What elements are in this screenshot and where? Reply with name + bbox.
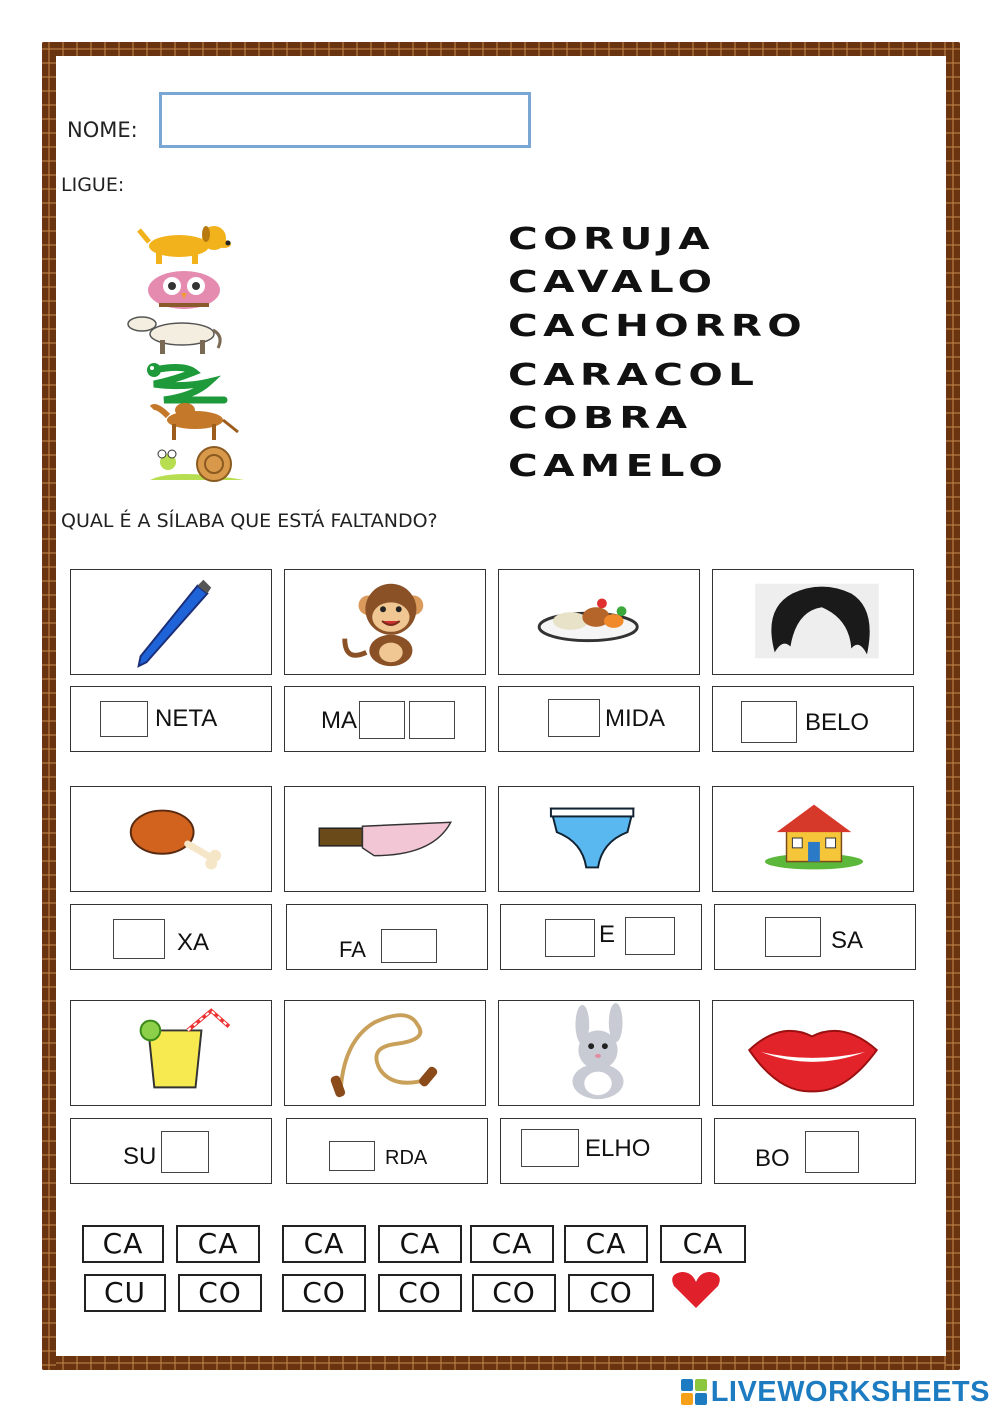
syllable-blank-input[interactable] <box>113 919 165 959</box>
syllable-text: RDA <box>385 1147 428 1169</box>
syllable-item <box>500 1118 702 1184</box>
knife-icon <box>285 787 485 891</box>
lips-icon <box>713 1001 913 1105</box>
syllable-blank-input[interactable] <box>741 701 797 743</box>
syllable-text: SA <box>831 927 864 954</box>
syllable-blank-input[interactable] <box>805 1131 859 1173</box>
picture-box <box>284 569 486 675</box>
syllable-item <box>284 686 486 752</box>
liveworksheets-logo-icon <box>681 1379 707 1405</box>
syllable-blank-input[interactable] <box>100 701 148 737</box>
syllable-tile[interactable]: CA <box>282 1225 366 1263</box>
syllable-item <box>712 686 914 752</box>
picture-box <box>498 786 700 892</box>
syllable-text: MIDA <box>605 705 665 732</box>
syllable-item <box>500 904 702 970</box>
syllable-tile[interactable]: CO <box>378 1274 462 1312</box>
brand-name: LIVEWORKSHEETS <box>710 1375 990 1408</box>
underwear-icon <box>499 787 699 891</box>
picture-box <box>70 1000 272 1106</box>
syllable-item <box>286 1118 488 1184</box>
page-border-left <box>42 42 56 1370</box>
syllable-tile[interactable]: CO <box>472 1274 556 1312</box>
word-item[interactable]: CARACOL <box>508 358 760 393</box>
syllable-text: NETA <box>155 705 218 732</box>
syllable-item <box>70 1118 272 1184</box>
syllable-item <box>714 1118 916 1184</box>
syllable-tile[interactable]: CA <box>470 1225 554 1263</box>
horse-icon <box>120 312 230 356</box>
syllable-tile[interactable]: CA <box>82 1225 164 1263</box>
word-item[interactable]: CACHORRO <box>508 309 808 344</box>
syllable-tile[interactable]: CA <box>564 1225 648 1263</box>
syllable-blank-input[interactable] <box>521 1129 579 1167</box>
picture-box <box>284 786 486 892</box>
syllable-tile[interactable]: CA <box>176 1225 260 1263</box>
syllable-text: SU <box>123 1143 157 1170</box>
syllable-item <box>70 904 272 970</box>
syllable-text: FA <box>339 937 366 962</box>
picture-box <box>498 1000 700 1106</box>
chicken-leg-icon <box>71 787 271 891</box>
syllable-tile[interactable]: CA <box>378 1225 462 1263</box>
syllable-blank-input[interactable] <box>548 699 600 737</box>
picture-box <box>712 1000 914 1106</box>
syllable-blank-input[interactable] <box>359 701 405 739</box>
syllable-text: XA <box>177 929 210 956</box>
syllable-tile[interactable]: CO <box>282 1274 366 1312</box>
picture-box <box>712 786 914 892</box>
picture-box <box>70 569 272 675</box>
juice-icon <box>71 1001 271 1105</box>
word-item[interactable]: CAVALO <box>508 265 718 300</box>
syllable-text: BO <box>755 1145 790 1172</box>
rope-icon <box>285 1001 485 1105</box>
ligue-label: LIGUE: <box>61 174 125 196</box>
syllable-text: ELHO <box>585 1135 651 1162</box>
syllable-text: BELO <box>805 709 870 736</box>
page-border-bottom <box>42 1356 960 1370</box>
name-label: NOME: <box>67 118 138 142</box>
syllable-blank-input[interactable] <box>625 917 675 955</box>
syllable-blank-input[interactable] <box>161 1131 209 1173</box>
picture-box <box>498 569 700 675</box>
syllable-item <box>498 686 700 752</box>
owl-icon <box>134 266 244 310</box>
heart-icon <box>670 1270 722 1310</box>
syllable-question: QUAL É A SÍLABA QUE ESTÁ FALTANDO? <box>61 510 438 532</box>
syllable-tile[interactable]: CA <box>660 1225 746 1263</box>
page-border-top <box>42 42 960 56</box>
word-item[interactable]: COBRA <box>508 401 693 436</box>
rabbit-icon <box>499 1001 699 1105</box>
syllable-blank-input[interactable] <box>409 701 455 739</box>
syllable-text: E <box>599 921 616 948</box>
picture-box <box>70 786 272 892</box>
syllable-item <box>70 686 272 752</box>
syllable-blank-input[interactable] <box>329 1141 375 1171</box>
snail-icon <box>144 440 254 484</box>
syllable-tile[interactable]: CO <box>178 1274 262 1312</box>
syllable-tile[interactable]: CO <box>568 1274 654 1312</box>
house-icon <box>713 787 913 891</box>
picture-box <box>712 569 914 675</box>
name-input[interactable] <box>159 92 531 148</box>
hair-icon <box>713 570 913 674</box>
syllable-item <box>714 904 916 970</box>
monkey-icon <box>285 570 485 674</box>
word-item[interactable]: CORUJA <box>508 222 716 257</box>
syllable-blank-input[interactable] <box>381 929 437 963</box>
syllable-blank-input[interactable] <box>765 917 821 957</box>
syllable-text: MA <box>321 707 357 734</box>
syllable-blank-input[interactable] <box>545 919 595 957</box>
liveworksheets-logo <box>681 1376 990 1408</box>
word-item[interactable]: CAMELO <box>508 449 729 484</box>
food-plate-icon <box>499 570 699 674</box>
syllable-tile[interactable]: CU <box>84 1274 166 1312</box>
camel-icon <box>140 398 250 442</box>
picture-box <box>284 1000 486 1106</box>
dog-icon <box>134 222 244 266</box>
pen-icon <box>71 570 271 674</box>
page-border-right <box>946 42 960 1370</box>
syllable-item <box>286 904 488 970</box>
